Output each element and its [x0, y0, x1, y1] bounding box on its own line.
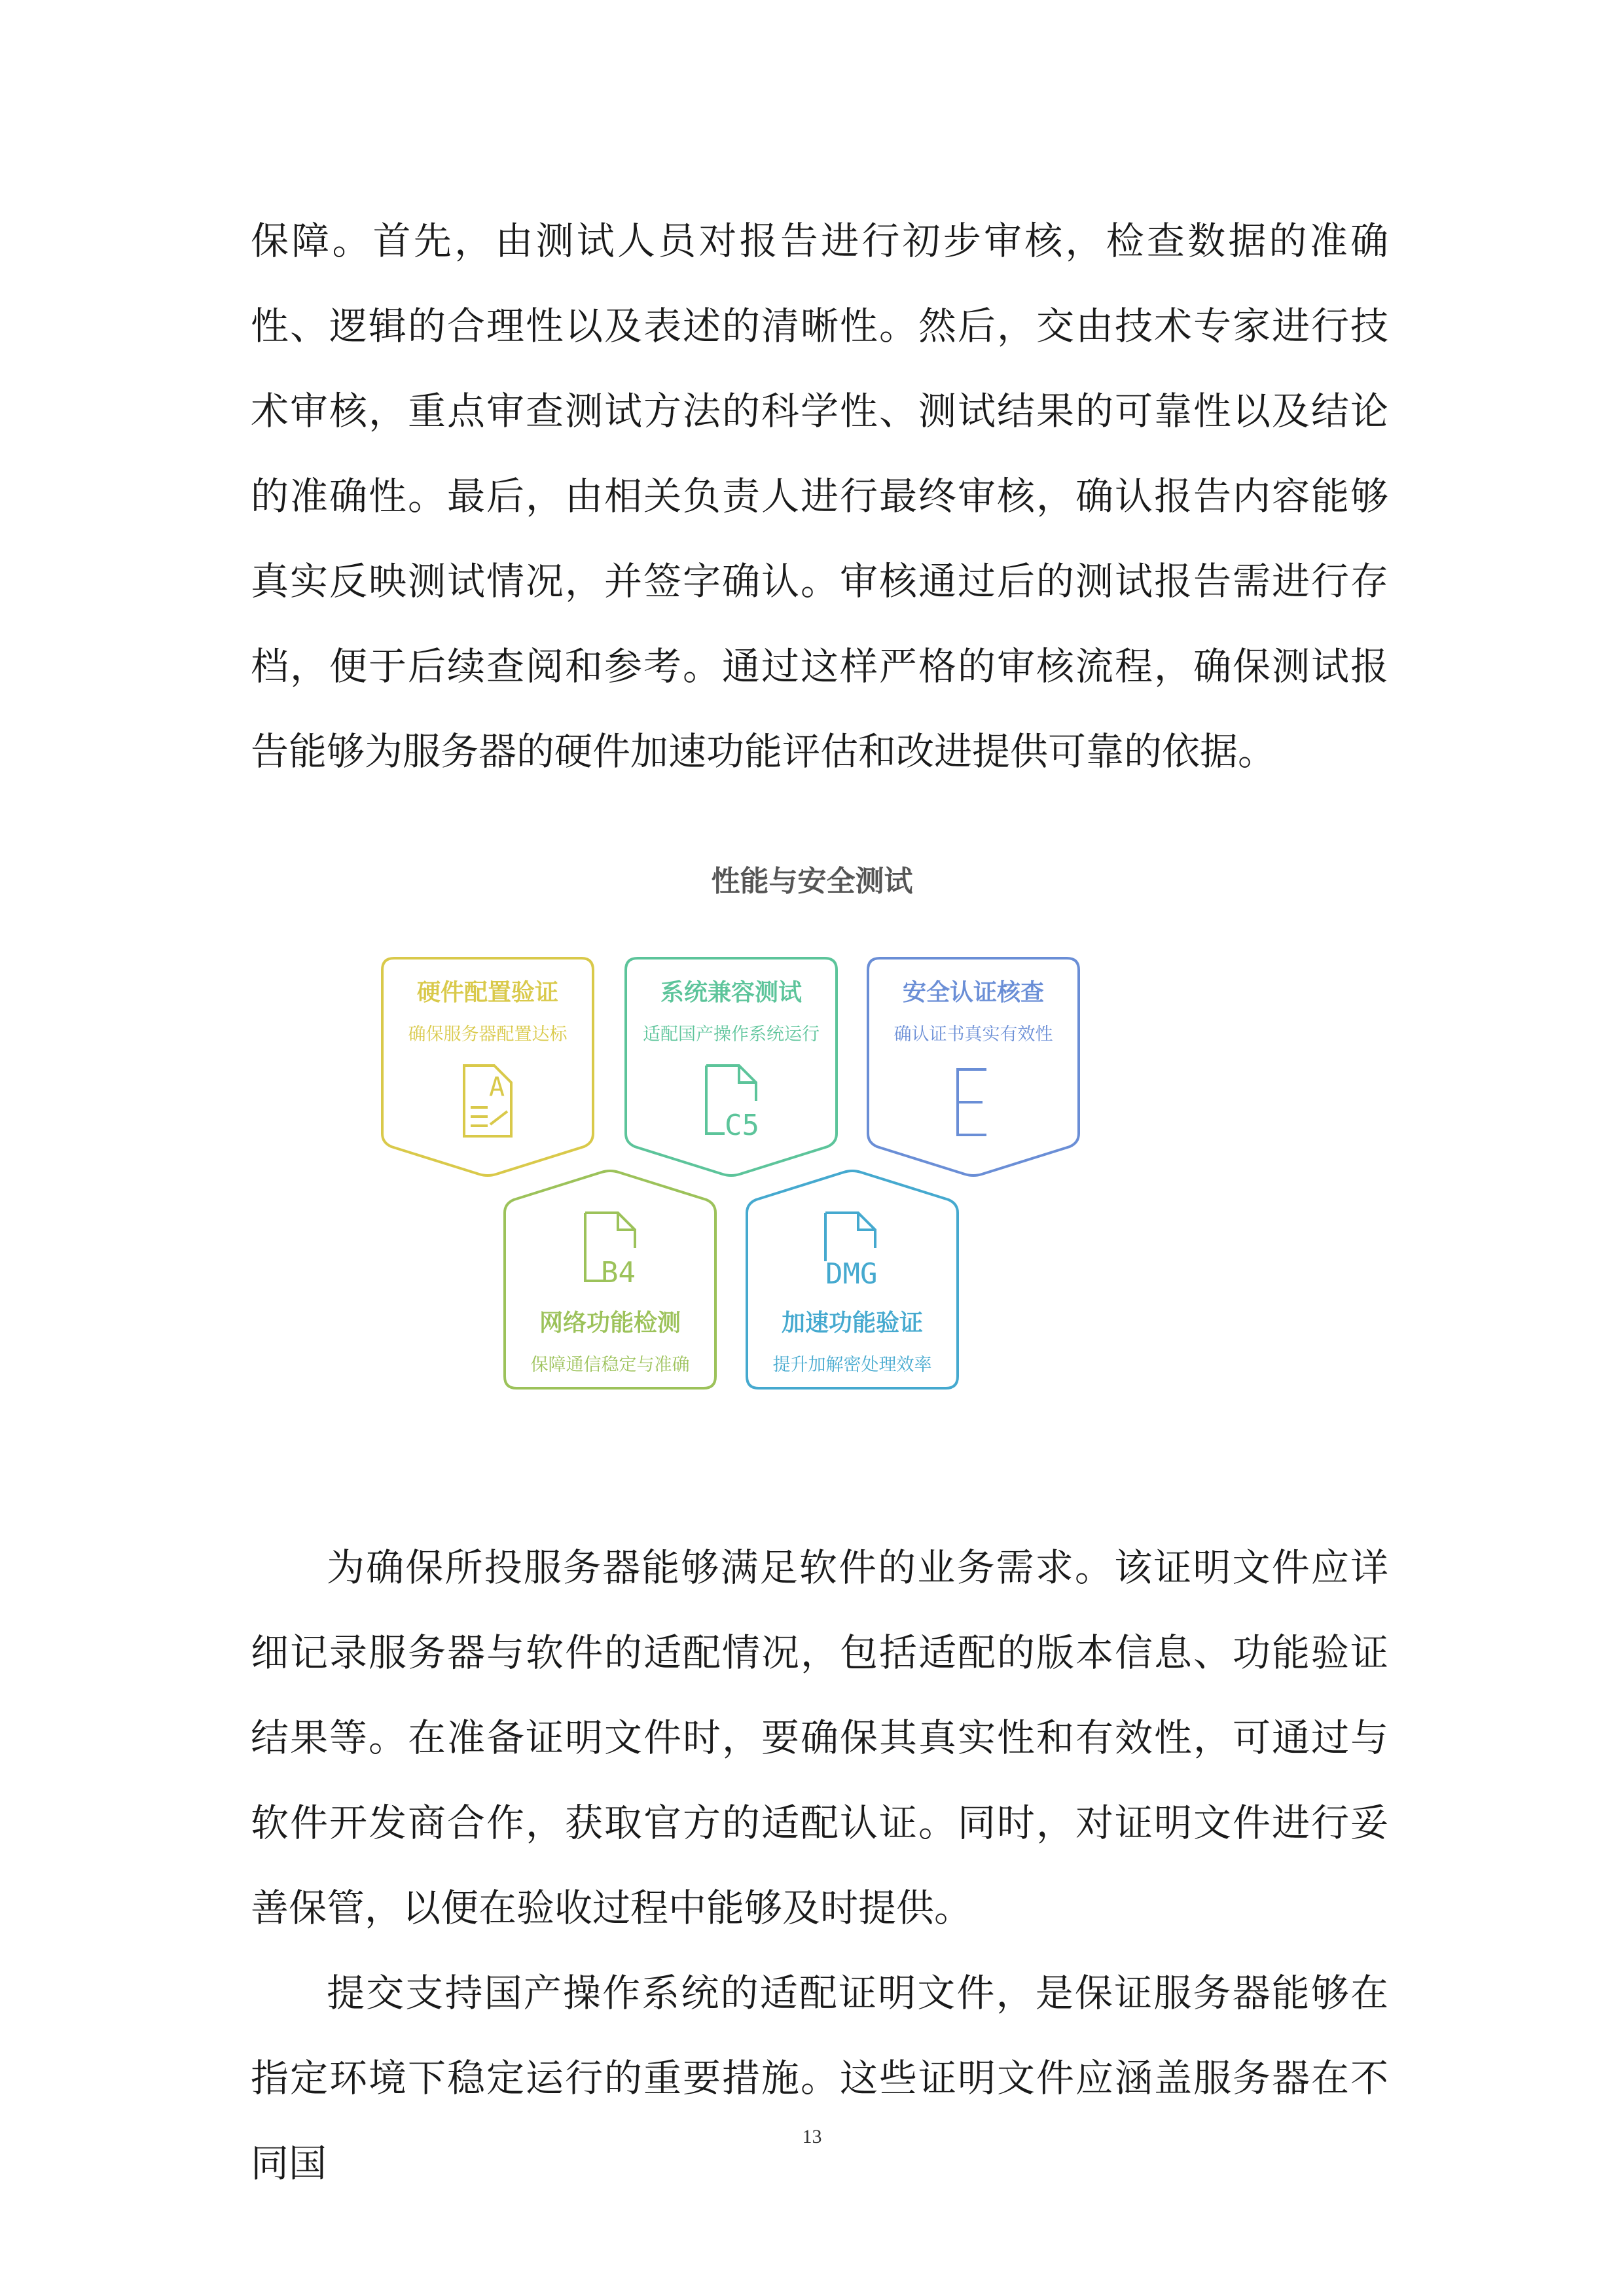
card-title: 安全认证核查 [902, 979, 1044, 1006]
card-subtitle: 确认证书真实有效性 [893, 1024, 1053, 1045]
card-title: 系统兼容测试 [660, 979, 802, 1006]
card-security-cert [865, 956, 1081, 1178]
card-system-compat [623, 956, 839, 1178]
svg-text:DMG: DMG [825, 1257, 878, 1287]
document-b4-icon [577, 1209, 649, 1287]
document-a-icon [461, 1062, 514, 1140]
card-title: 加速功能验证 [781, 1310, 923, 1336]
card-subtitle: 提升加解密处理效率 [772, 1355, 932, 1375]
card-subtitle: 保障通信稳定与准确 [530, 1355, 690, 1375]
svg-text:B4: B4 [601, 1256, 636, 1287]
document-c5-icon [698, 1062, 770, 1140]
card-acceleration [744, 1168, 960, 1391]
figure-title: 性能与安全测试 [711, 865, 913, 898]
card-subtitle: 确保服务器配置达标 [408, 1024, 568, 1045]
paragraph-os-compat: 提交支持国产操作系统的适配证明文件，是保证服务器能够在指定环境下稳定运行的重要措施。这些证明文件应涵盖服务器在不同国 [251, 1971, 1388, 2185]
svg-text:A: A [489, 1072, 505, 1102]
paragraph-software-compat: 为确保所投服务器能够满足软件的业务需求。该证明文件应详细记录服务器与软件的适配情况，包括适配的版本信息、功能验证结果等。在准备证明文件时，要确保其真实性和有效性，可通过与软件开发商合作，获取官方的适配认证。同时，对证明文件进行妥善保管，以便在验收过程中能够及时提供。 [251, 1545, 1388, 1930]
paragraph-review-process: 保障。首先，由测试人员对报告进行初步审核，检查数据的准确性、逻辑的合理性以及表述的清晰性。然后，交由技术专家进行技术审核，重点审查测试方法的科学性、测试结果的可靠性以及结论的准确性。最后，由相关负责人进行最终审核，确认报告内容能够真实反映测试情况，并签字确认。审核通过后的测试报告需进行存档，便于后续查阅和参考。通过这样严格的审核流程，确保测试报告能够为服务器的硬件加速功能评估和改进提供可靠的依据。 [251, 219, 1388, 774]
svg-text:C5: C5 [725, 1109, 759, 1140]
card-title: 网络功能检测 [539, 1310, 681, 1336]
page-number: 13 [802, 2126, 822, 2147]
document-dmg-icon [810, 1209, 901, 1287]
letter-e-icon [954, 1067, 993, 1139]
card-hardware-config [380, 956, 596, 1178]
card-title: 硬件配置验证 [416, 979, 558, 1006]
card-subtitle: 适配国产操作系统运行 [643, 1024, 820, 1045]
card-network-function [502, 1168, 718, 1391]
